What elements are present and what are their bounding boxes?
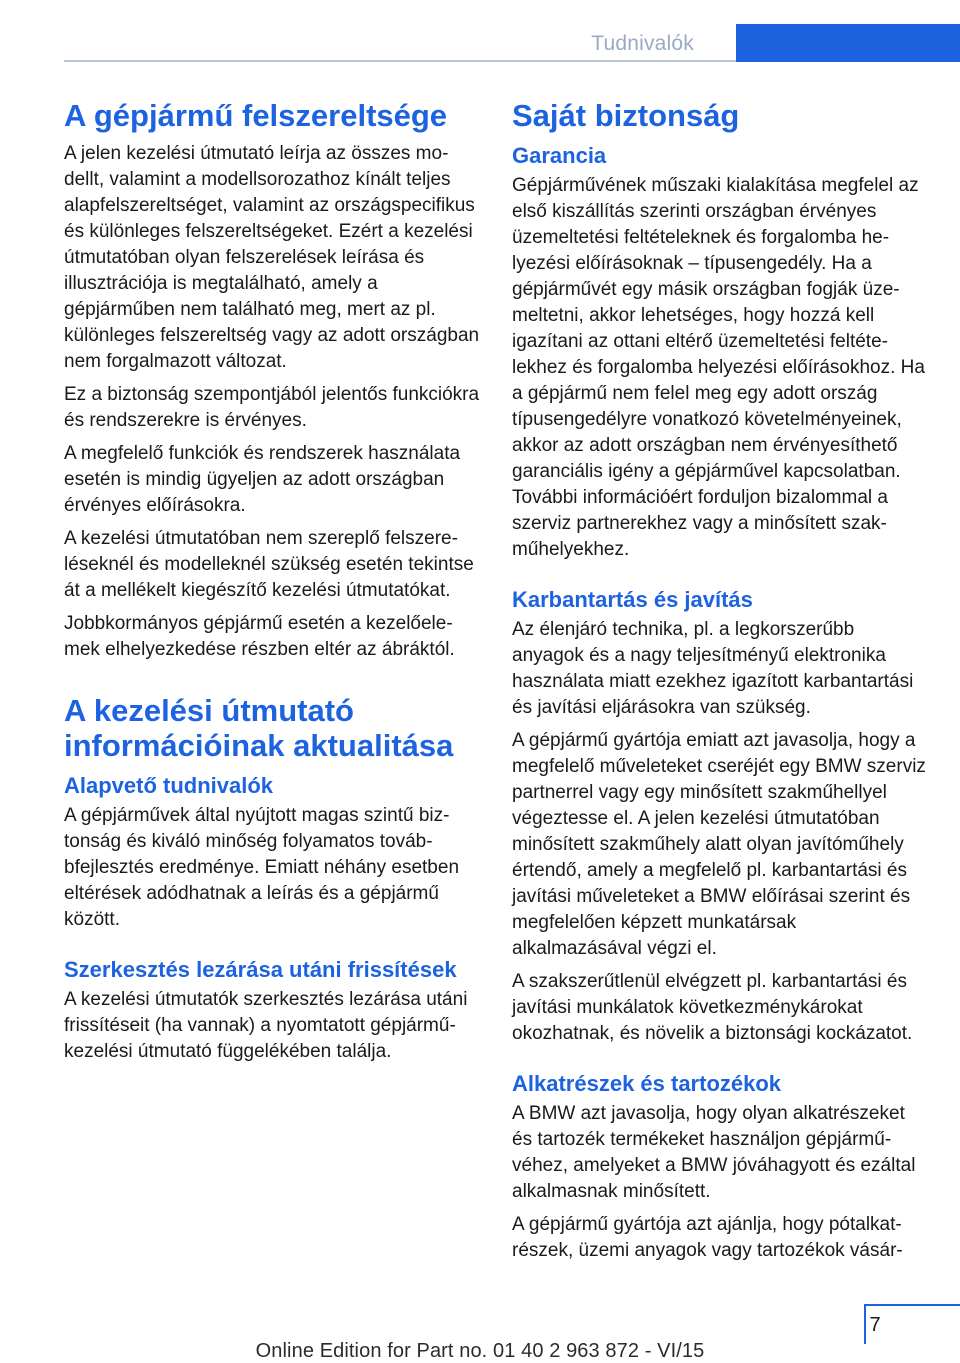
- paragraph: A gépjárművek által nyújtott magas szintű biztonság és kiváló minőség folyamatos továbbfejlesztés eredménye. Emiatt néhány esetben eltérések adódhatnak a leírás és a gépjármű között.: [64, 805, 460, 930]
- section-title-safety: Saját biztonság: [512, 98, 740, 133]
- section-title-manual-updates: A kezelési útmutató információinak aktualitása: [64, 693, 454, 763]
- subheading-parts: Alkatrészek és tartozékok: [512, 1071, 782, 1096]
- paragraph: A kezelési útmutatóban nem szereplő felszereléseknél és modelleknél szükség esetén tekintse át a mellékelt kiegészítő kezelési útmutatókat.: [64, 528, 474, 601]
- paragraph: Az élenjáró technika, pl. a legkorszerűbb anyagok és a nagy teljesítményű elektronika használata miatt ezekhez igazított karbantartási és javítási eljárásokra van szükség.: [512, 619, 914, 718]
- paragraph: Ez a biztonság szempontjából jelentős funkciókra és rendszerekre is érvényes.: [64, 384, 480, 431]
- paragraph: A BMW azt javasolja, hogy olyan alkatrészeket és tartozék termékeket használjon gépjárművéhez, amelyeket a BMW jóváhagyott és ezáltal alkalmasnak minősített.: [512, 1103, 916, 1202]
- edition-footer: Online Edition for Part no. 01 40 2 963 872 - VI/15: [255, 1340, 705, 1362]
- paragraph: A megfelelő funkciók és rendszerek használata esetén is mindig ügyeljen az adott országban érvényes előírásokra.: [64, 443, 461, 516]
- paragraph: A gépjármű gyártója azt ajánlja, hogy pótalkatrészek, üzemi anyagok vagy tartozékok vásár-: [512, 1214, 903, 1261]
- subheading-basics: Alapvető tudnivalók: [64, 773, 274, 798]
- left-column: [64, 98, 482, 1072]
- header-accent-block: [736, 24, 960, 62]
- header-section-title: Tudnivalók: [591, 32, 694, 55]
- subheading-maintenance: Karbantartás és javítás: [512, 587, 753, 612]
- subheading-warranty: Garancia: [512, 143, 607, 168]
- footer-divider-horizontal: [864, 1304, 960, 1306]
- paragraph: Jobbkormányos gépjármű esetén a kezelőelemek elhelyezkedése részben eltér az ábráktól.: [64, 613, 455, 660]
- header-divider: [64, 60, 736, 62]
- paragraph: A kezelési útmutatók szerkesztés lezárása utáni frissítéseit (ha vannak) a nyomtatott gépjármű-kezelési útmutató függelékében találja.: [64, 989, 468, 1062]
- paragraph: A jelen kezelési útmutató leírja az összes modellt, valamint a modellsorozathoz kínált teljes alapfelszereltséget, valamint az országspecifikus és különleges felszereltségeket. Ezért a kezelési útmutatóban olyan felszerelések leírása és illusztrációja is megtalálható, amely a gépjárműben nem található meg, mert az pl. különleges felszereltség vagy az adott országban nem forgalmazott változat.: [64, 143, 480, 372]
- subheading-updates: Szerkesztés lezárása utáni frissítések: [64, 957, 457, 982]
- paragraph: A szakszerűtlenül elvégzett pl. karbantartási és javítási munkálatok következménykárokat okozhatnak, és növelik a biztonsági kockázatot.: [512, 971, 913, 1044]
- section-title-equipment: A gépjármű felszereltsége: [64, 98, 448, 133]
- paragraph: A gépjármű gyártója emiatt azt javasolja, hogy a megfelelő műveleteket cseréjét egy BMW szerviz partnerrel vagy egy minősített szakműhellyel végeztesse el. A jelen kezelési útmutatóban minősített szakműhely alatt olyan javítóműhely értendő, amely a megfelelő pl. karbantartási és javítási műveleteket a BMW előírásai szerint és megfelelően képzett munkatársak alkalmazásával végzi el.: [512, 730, 926, 959]
- paragraph: Gépjárművének műszaki kialakítása megfelel az első kiszállítás szerinti országban érvényes üzemeltetési feltételeknek és forgalomba helyezési előírásoknak – típusengedély. Ha a gépjárművét egy másik országban fogják üzemeltetni, akkor lehetséges, hogy hozzá kell igazítani az ottani eltérő üzemeltetési feltételekhez és forgalomba helyezési előírásokhoz. Ha a gépjármű nem felel meg egy adott ország típusengedélyre vonatkozó követelményeinek, akkor az adott országban nem érvényesíthető garanciális igény a gépjárművel kapcsolatban. További információért forduljon bizalommal a szerviz partnerekhez vagy a minősített szakműhelyekhez.: [512, 175, 925, 560]
- right-column: [512, 98, 930, 1271]
- page-number: 7: [869, 1314, 881, 1336]
